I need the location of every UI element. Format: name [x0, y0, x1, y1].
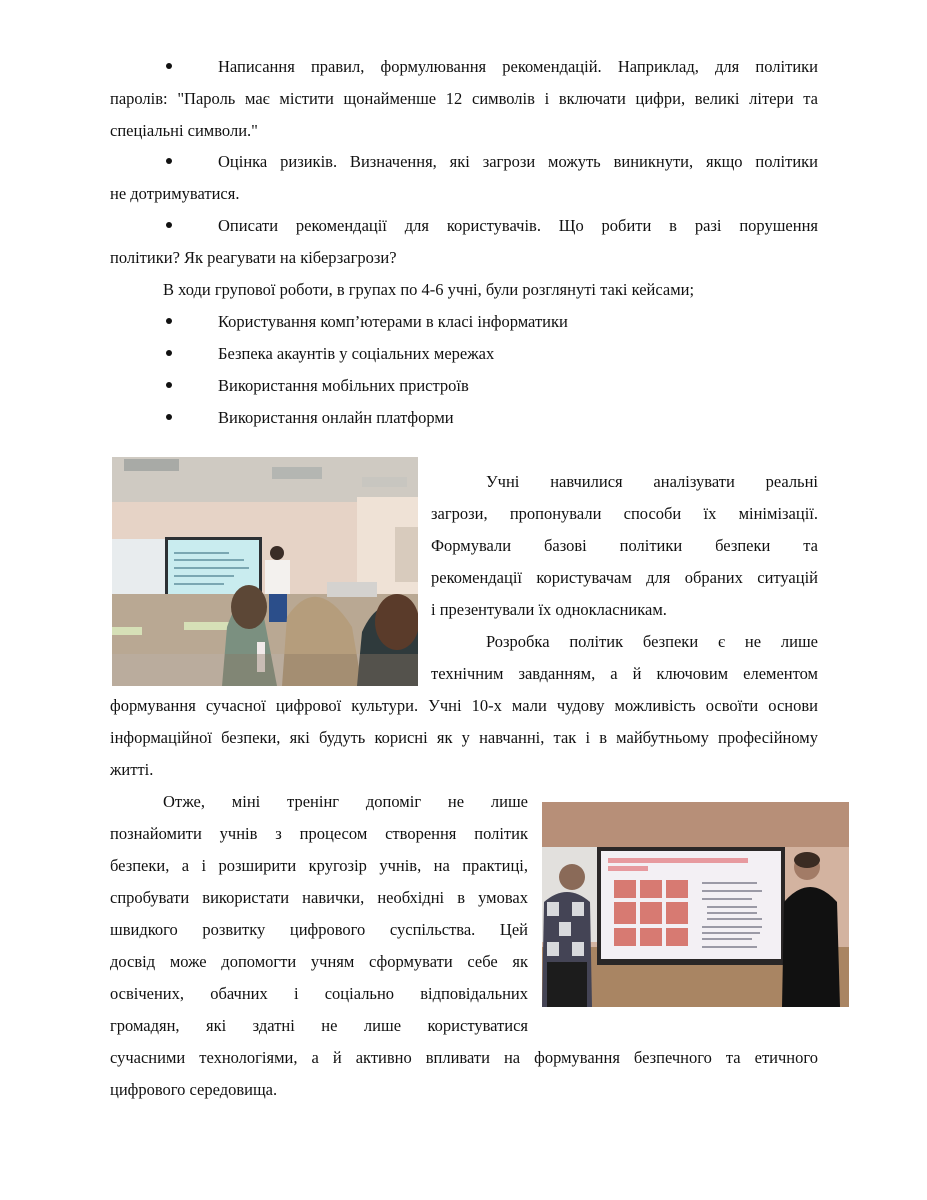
- bullet-item-rules: Написання правил, формулювання рекомендацій. Наприклад, для політики: [218, 57, 818, 76]
- students-paragraph-line: Формували базові політики безпеки та: [431, 536, 818, 555]
- development-paragraph-line: Розробка політик безпеки є не лише: [486, 632, 818, 651]
- case-item: Користування комп’ютерами в класі інформатики: [218, 312, 568, 331]
- students-paragraph-line: Учні навчилися аналізувати реальні: [486, 472, 818, 491]
- conclusion-paragraph-line: спробувати використати навички, необхідні в умовах: [110, 888, 528, 907]
- bullet-marker: [166, 350, 172, 356]
- development-paragraph-line: інформаційної безпеки, які будуть корисні як у навчанні, так і в майбутньому професійному: [110, 728, 818, 747]
- bullet-marker: [166, 318, 172, 324]
- conclusion-paragraph-line: освічених, обачних і соціально відповідальних: [110, 984, 528, 1003]
- case-item: Безпека акаунтів у соціальних мережах: [218, 344, 495, 363]
- bullet-marker: [166, 222, 172, 228]
- conclusion-paragraph-line: досвід може допомогти учням сформувати себе як: [110, 952, 528, 971]
- group-work-intro: В ходи групової роботи, в групах по 4-6 учні, були розглянуті такі кейсами;: [163, 280, 695, 299]
- conclusion-paragraph-line: сучасними технологіями, а й активно впливати на формування безпечного та етичного: [110, 1048, 818, 1067]
- students-paragraph-line: рекомендації користувачам для обраних ситуацій: [431, 568, 818, 587]
- bullet-item-risks-cont: не дотримуватися.: [110, 184, 240, 203]
- bullet-item-risks: Оцінка ризиків. Визначення, які загрози можуть виникнути, якщо політики: [218, 152, 818, 171]
- conclusion-paragraph-line: цифрового середовища.: [110, 1080, 278, 1099]
- bullet-item-recommendations: Описати рекомендації для користувачів. Що робити в разі порушення: [218, 216, 818, 235]
- bullet-item-rules-cont: спеціальні символи.": [110, 121, 258, 140]
- conclusion-paragraph-line: громадян, які здатні не лише користуватися: [110, 1016, 528, 1035]
- conclusion-paragraph-line: швидкого розвитку цифрового суспільства. Цей: [110, 920, 528, 939]
- bullet-item-recommendations-cont: політики? Як реагувати на кіберзагрози?: [110, 248, 397, 267]
- conclusion-paragraph-line: Отже, міні тренінг допоміг не лише: [163, 792, 528, 811]
- bullet-marker: [166, 414, 172, 420]
- bullet-marker: [166, 158, 172, 164]
- students-paragraph-line: і презентували їх однокласникам.: [431, 600, 667, 619]
- case-item: Використання онлайн платформи: [218, 408, 454, 427]
- bullet-marker: [166, 63, 172, 69]
- case-item: Використання мобільних пристроїв: [218, 376, 469, 395]
- classroom-photo: [112, 457, 418, 686]
- development-paragraph-line: формування сучасної цифрової культури. Учні 10-х мали чудову можливість освоїти основи: [110, 696, 818, 715]
- bullet-marker: [166, 382, 172, 388]
- conclusion-paragraph-line: безпеки, а і розширити кругозір учнів, на практиці,: [110, 856, 528, 875]
- conclusion-paragraph-line: познайомити учнів з процесом створення політик: [110, 824, 528, 843]
- presentation-photo: [542, 802, 849, 1007]
- development-paragraph-line: технічним завданням, а й ключовим елементом: [431, 664, 818, 683]
- development-paragraph-line: житті.: [110, 760, 154, 779]
- bullet-item-rules-cont: паролів: "Пароль має містити щонайменше 12 символів і включати цифри, великі літери та: [110, 89, 818, 108]
- students-paragraph-line: загрози, пропонували способи їх мінімізації.: [431, 504, 818, 523]
